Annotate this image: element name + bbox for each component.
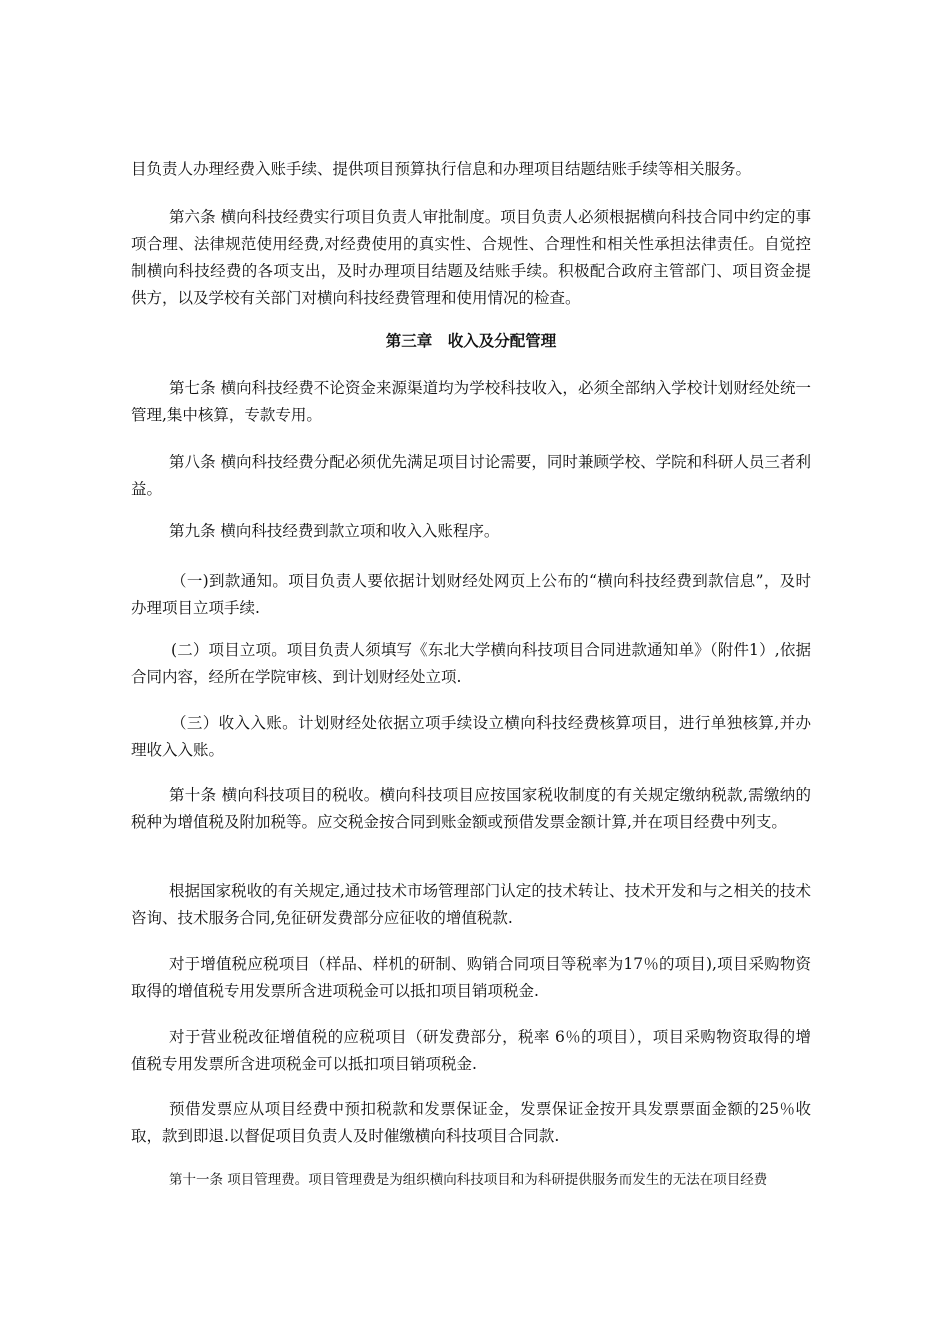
item-1: （一)到款通知。项目负责人要依据计划财经处网页上公布的“横向科技经费到款信息”，及时办理项目立项手续. (131, 572, 811, 617)
tax-paragraph-3: 对于营业税改征增值税的应税项目（研发费部分，税率 6％的项目），项目采购物资取得的增值税专用发票所含进项税金可以抵扣项目销项税金. (131, 1028, 811, 1073)
item-2: (二）项目立项。项目负责人须填写《东北大学横向科技项目合同进款通知单》（附件1）,依据合同内容，经所在学院审核、到计划财经处立项. (131, 641, 811, 686)
article-6: 第六条 横向科技经费实行项目负责人审批制度。项目负责人必须根据横向科技合同中约定的事项合理、法律规范使用经费,对经费使用的真实性、合规性、合理性和相关性承担法律责任。自觉控制横向科技经费的各项支出，及时办理项目结题及结账手续。积极配合政府主管部门、项目资金提供方，以及学校有关部门对横向科技经费管理和使用情况的检查。 (131, 208, 811, 307)
article-11: 第十一条 项目管理费。项目管理费是为组织横向科技项目和为科研提供服务而发生的无法在项目经费 (169, 1172, 768, 1188)
tax-paragraph-4: 预借发票应从项目经费中预扣税款和发票保证金，发票保证金按开具发票票面金额的25％收取，款到即退.以督促项目负责人及时催缴横向科技项目合同款. (131, 1100, 811, 1145)
article-10: 第十条 横向科技项目的税收。横向科技项目应按国家税收制度的有关规定缴纳税款,需缴纳的税种为增值税及附加税等。应交税金按合同到账金额或预借发票金额计算,并在项目经费中列支。 (131, 786, 811, 831)
tax-paragraph-2: 对于增值税应税项目（样品、样机的研制、购销合同项目等税率为17％的项目),项目采购物资取得的增值税专用发票所含进项税金可以抵扣项目销项税金. (131, 955, 811, 1000)
article-7: 第七条 横向科技经费不论资金来源渠道均为学校科技收入，必须全部纳入学校计划财经处统一管理,集中核算，专款专用。 (131, 379, 811, 424)
chapter-3-heading: 第三章 收入及分配管理 (385, 331, 557, 350)
tax-paragraph-1: 根据国家税收的有关规定,通过技术市场管理部门认定的技术转让、技术开发和与之相关的技术咨询、技术服务合同,免征研发费部分应征收的增值税款. (131, 882, 811, 927)
item-3: （三）收入入账。计划财经处依据立项手续设立横向科技经费核算项目，进行单独核算,并办理收入入账。 (131, 714, 811, 759)
article-8: 第八条 横向科技经费分配必须优先满足项目讨论需要，同时兼顾学校、学院和科研人员三者利益。 (131, 453, 811, 498)
continuation-paragraph: 目负责人办理经费入账手续、提供项目预算执行信息和办理项目结题结账手续等相关服务。 (131, 160, 752, 178)
article-9: 第九条 横向科技经费到款立项和收入入账程序。 (169, 522, 500, 540)
